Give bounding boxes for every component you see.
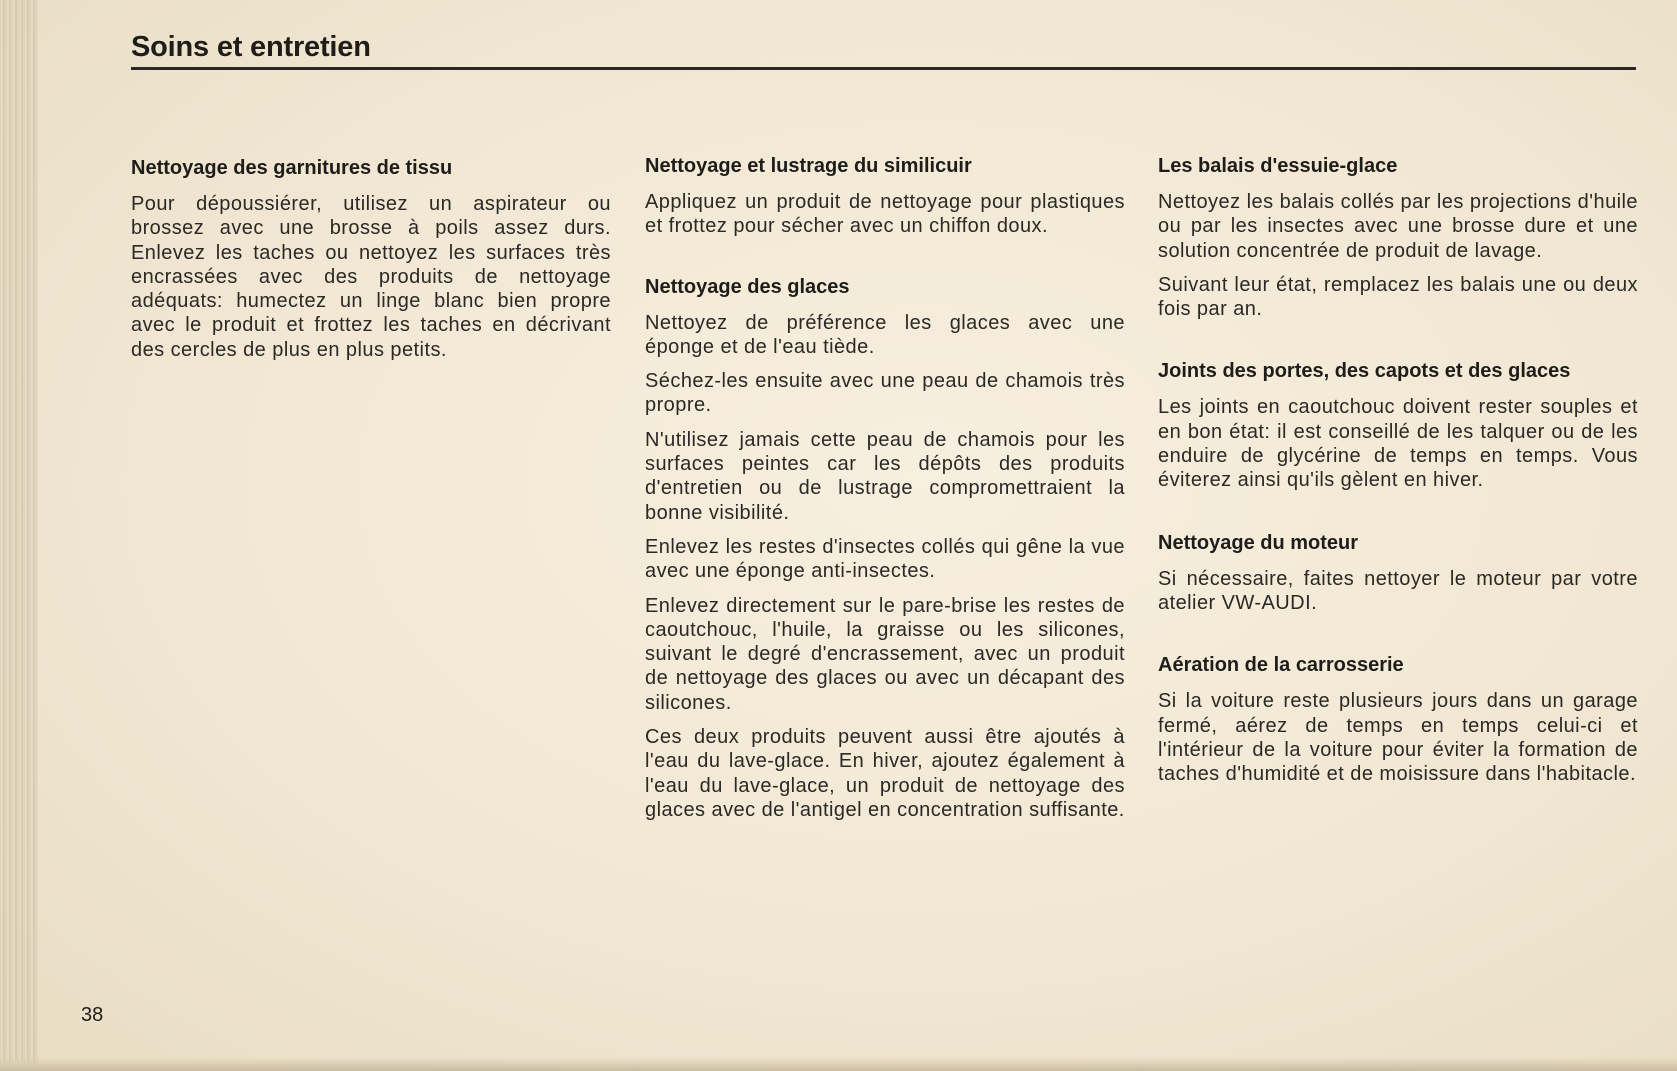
paragraph: Nettoyez les balais collés par les projections d'huile ou par les insectes avec une brosse dure et une solution concentrée de produit de lavage.: [1158, 191, 1638, 262]
paragraph: Pour dépoussiérer, utilisez un aspirateur ou brossez avec une brosse à poils assez durs. Enlevez les taches ou nettoyez les surfaces très encrassées avec des produits de nettoyage adéquats: humectez un linge blanc bien propre avec le produit et frottez les taches en décrivant des cercles de plus en plus petits.: [131, 193, 611, 361]
paragraph: Ces deux produits peuvent aussi être ajoutés à l'eau du lave-glace. En hiver, ajoutez également à l'eau du lave-glace, un produit de nettoyage des glaces avec de l'antigel en concentration suffisante.: [645, 726, 1125, 821]
paragraph: Nettoyez de préférence les glaces avec une éponge et de l'eau tiède.: [645, 311, 1125, 358]
column-3: [1158, 152, 1638, 822]
paragraph: N'utilisez jamais cette peau de chamois pour les surfaces peintes car les dépôts des produits d'entretien ou de lustrage compromettraient la bonne visibilité.: [645, 428, 1125, 524]
section-title: Nettoyage des garnitures de tissu: [131, 157, 453, 179]
section-wiper-blades: [1158, 152, 1638, 321]
paragraph: Enlevez directement sur le pare-brise les restes de caoutchouc, l'huile, la graisse ou les silicones, suivant le degré d'encrassement, avec un produit de nettoyage des glaces ou avec un décapant des silicones.: [645, 594, 1125, 714]
section-body-ventilation: [1158, 651, 1638, 786]
section-fabric-cleaning: [131, 154, 611, 362]
section-glass-cleaning: [645, 273, 1125, 823]
paragraph: Appliquez un produit de nettoyage pour plastiques et frottez pour sécher avec un chiffon doux.: [645, 191, 1125, 238]
paragraph: Enlevez les restes d'insectes collés qui gêne la vue avec une éponge anti-insectes.: [645, 535, 1125, 583]
section-title: Nettoyage et lustrage du similicuir: [645, 155, 972, 177]
page-number: 38: [81, 1004, 104, 1026]
paragraph: Les joints en caoutchouc doivent rester souples et en bon état: il est conseillé de les talquer ou de les enduire de glycérine de temps en temps. Vous éviterez ainsi qu'ils gèlent en hiver.: [1158, 396, 1638, 492]
section-title: Joints des portes, des capots et des glaces: [1158, 360, 1571, 383]
paragraph: Si la voiture reste plusieurs jours dans un garage fermé, aérez de temps en temps celui-ci et l'intérieur de la voiture pour éviter la formation de taches d'humidité et de moisissure dans l'habitacle.: [1158, 690, 1638, 786]
header-rule: [131, 67, 1636, 70]
section-title: Nettoyage du moteur: [1158, 531, 1359, 554]
section-title: Les balais d'essuie-glace: [1158, 155, 1398, 177]
section-title: Aération de la carrosserie: [1158, 654, 1404, 677]
page-header: [131, 28, 1636, 66]
section-engine-cleaning: [1158, 529, 1638, 616]
section-title: Nettoyage des glaces: [645, 275, 850, 298]
section-leatherette: [645, 152, 1125, 239]
page-edges: [0, 0, 38, 1071]
paragraph: Suivant leur état, remplacez les balais une ou deux fois par an.: [1158, 273, 1638, 321]
section-seals: [1158, 357, 1638, 492]
column-1: [131, 154, 611, 398]
paragraph: Séchez-les ensuite avec une peau de chamois très propre.: [645, 370, 1125, 417]
page-title: Soins et entretien: [131, 31, 371, 63]
paragraph: Si nécessaire, faites nettoyer le moteur par votre atelier VW-AUDI.: [1158, 567, 1638, 614]
column-2: [645, 152, 1125, 858]
page-bottom-edge: [0, 1057, 1677, 1071]
